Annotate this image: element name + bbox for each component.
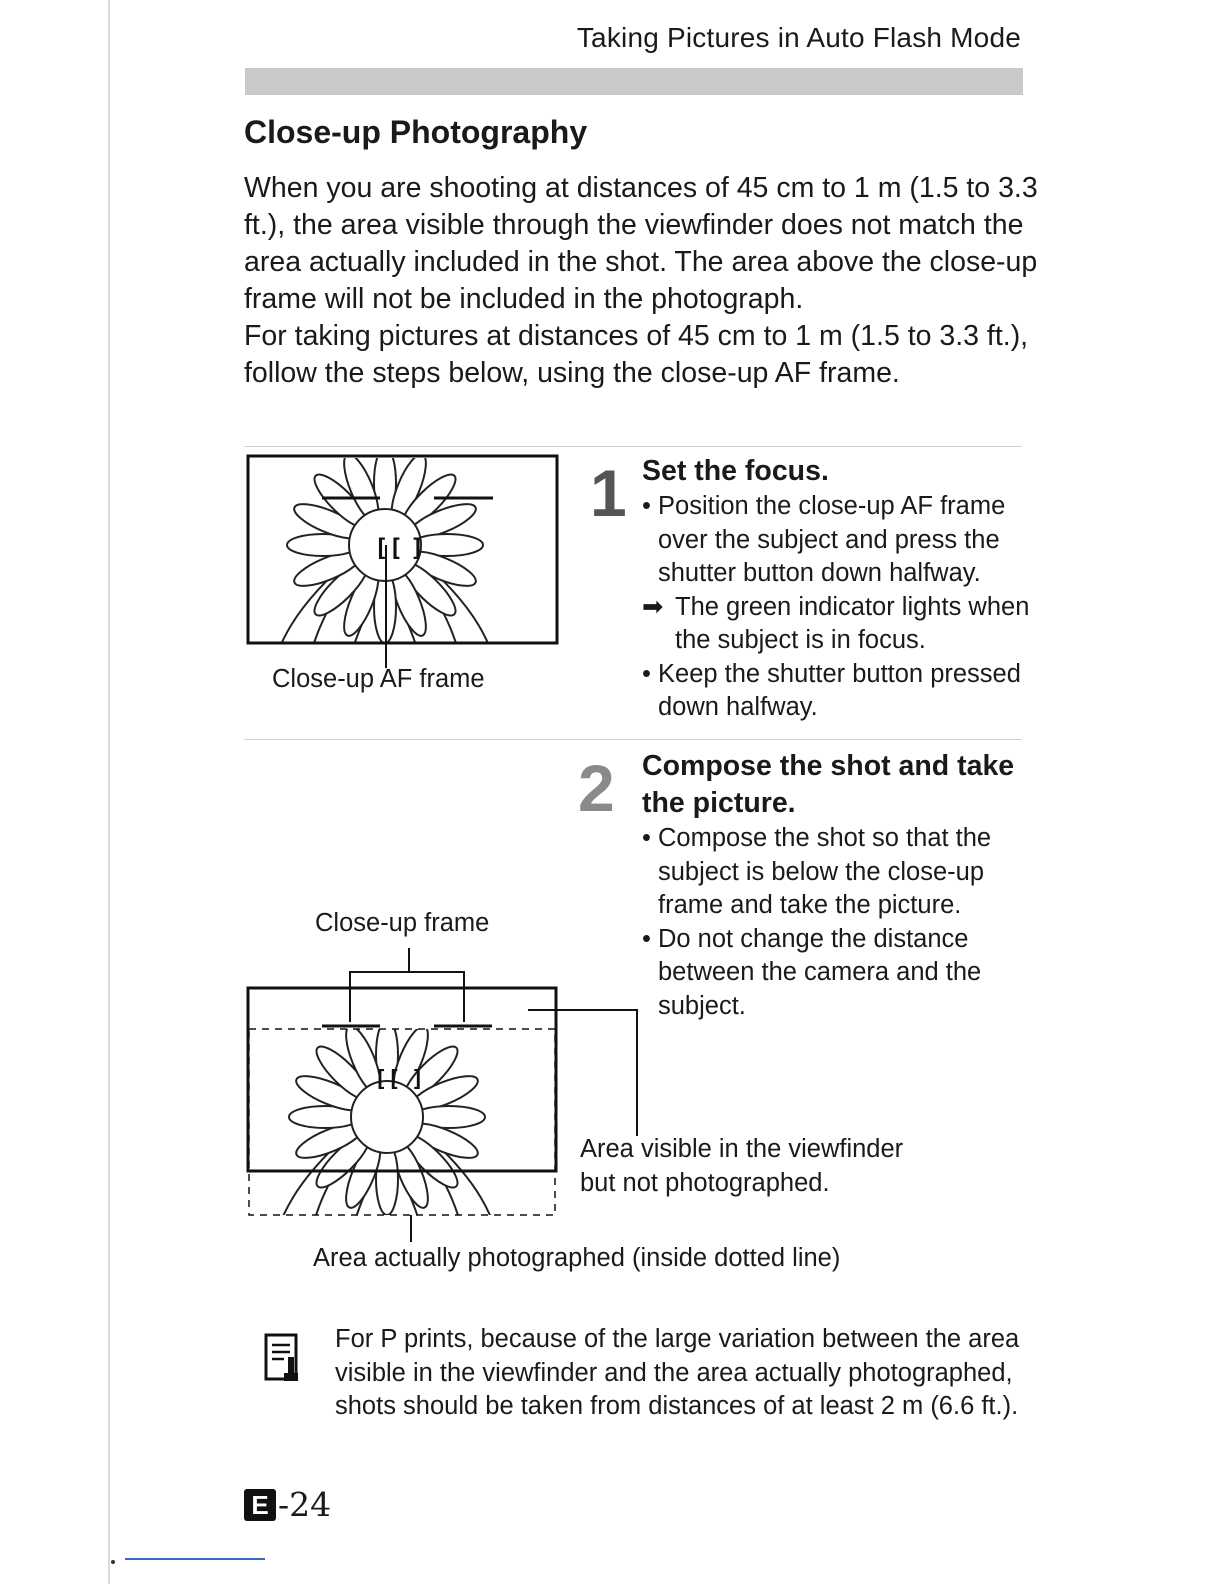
list-item: • Compose the shot so that the subject is below the close-up frame and take the picture. [642, 822, 1037, 923]
step-1-title: Set the focus. [642, 455, 829, 487]
leader-line [528, 1010, 637, 1136]
page-section-letter: E [244, 1489, 276, 1521]
figure-2 [248, 948, 637, 1277]
page-digits: -24 [278, 1485, 332, 1524]
list-item: • Keep the shutter button pressed down halfway. [642, 658, 1037, 725]
step-number-1: 1 [590, 456, 627, 530]
closeup-frame-bracket [350, 972, 464, 1022]
closeup-frame-caption: Close-up frame [315, 909, 490, 937]
page-header-title: Taking Pictures in Auto Flash Mode [576, 22, 1021, 53]
caption-line: but not photographed. [580, 1169, 830, 1197]
section-title: Close-up Photography [244, 114, 588, 150]
flower-illustration [267, 1019, 505, 1277]
intro-paragraph: When you are shooting at distances of 45 cm to 1 m (1.5 to 3.3 ft.), the area visible through the viewfinder does not match the area actually included in the shot. The area above the close-up frame will not be included in the photograph. [244, 172, 1038, 315]
arrow-item-text: The green indicator lights when the subject is in focus. [675, 592, 1030, 654]
step-number-2: 2 [578, 751, 615, 825]
step-2-title: Compose the shot and take the picture. [642, 750, 1015, 819]
page-number [244, 1485, 331, 1524]
af-frame-bracket-left: [[ [374, 1067, 401, 1092]
visible-not-photographed-caption [580, 1132, 903, 1200]
step-2-list [642, 822, 1037, 1023]
intro-paragraph: For taking pictures at distances of 45 cm to 1 m (1.5 to 3.3 ft.), follow the steps below, using the close-up AF frame. [244, 320, 1029, 389]
list-item: • Do not change the distance between the camera and the subject. [642, 923, 1037, 1024]
closeup-af-frame-caption: Close-up AF frame [272, 665, 485, 693]
list-item: • Position the close-up AF frame over the subject and press the shutter button down halfway. [642, 490, 1037, 591]
af-frame-bracket-right: ] [411, 1067, 425, 1092]
arrow-right-icon: ➡ [642, 592, 664, 621]
memo-icon [264, 1333, 300, 1385]
actually-photographed-caption: Area actually photographed (inside dotted line) [313, 1244, 841, 1272]
af-frame-bracket-right: ] [410, 534, 425, 562]
note-text: For P prints, because of the large variation between the area visible in the viewfinder and the area actually photographed, shots should be taken from distances of at least 2 m (6.6 ft.). [335, 1325, 1020, 1420]
caption-line: Area visible in the viewfinder [580, 1135, 904, 1163]
af-frame-bracket-left: [[ [374, 534, 403, 562]
